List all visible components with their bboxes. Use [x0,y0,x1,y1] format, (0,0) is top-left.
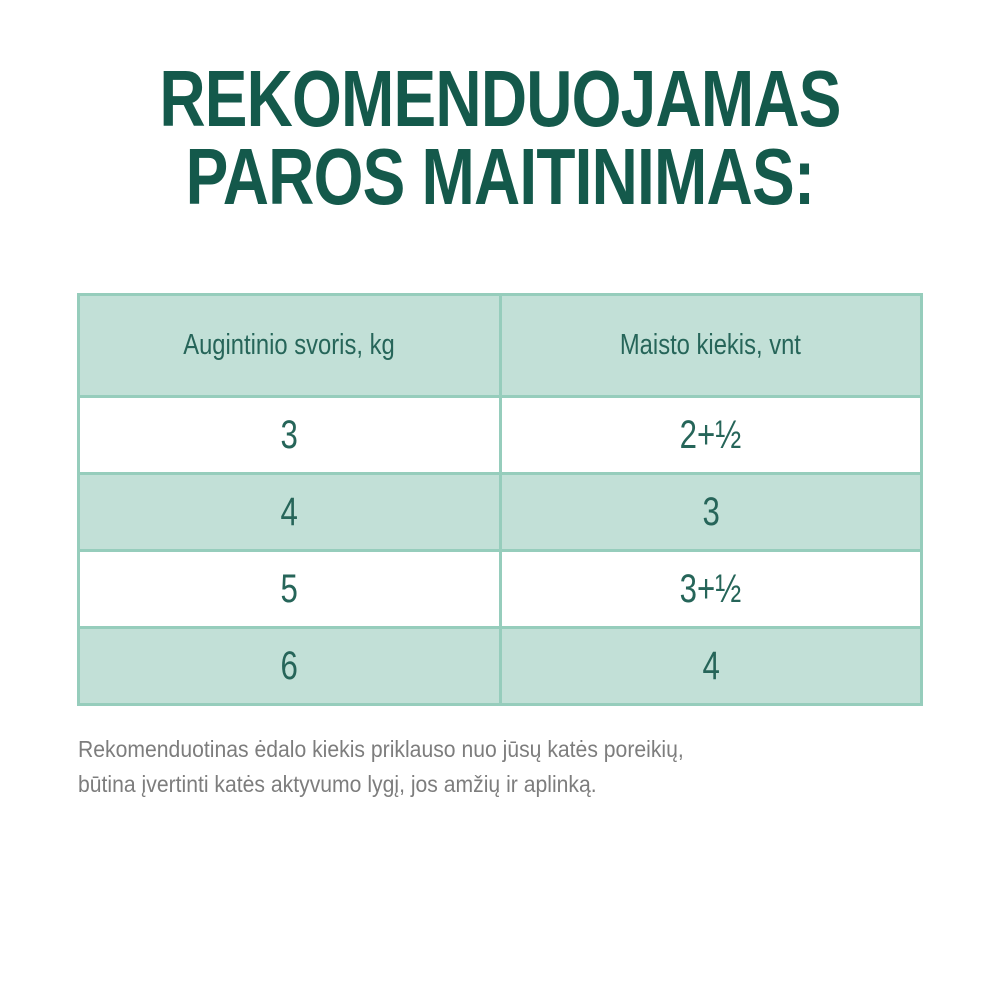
amount-cell [500,397,922,474]
weight-cell [79,628,501,705]
page-title [0,0,1000,221]
weight-cell [79,474,501,551]
amount-value: 3+½ [679,566,742,611]
weight-cell [79,551,501,628]
amount-cell [500,474,922,551]
footnote [78,732,1000,802]
weight-value: 4 [280,489,298,534]
amount-value: 3 [702,489,720,534]
weight-value: 6 [280,643,298,688]
column-header-food-amount-label: Maisto kiekis, vnt [620,329,802,361]
title-line-2: PAROS MAITINIMAS: [185,132,815,221]
table-row [79,628,922,705]
table-row [79,551,922,628]
weight-value: 5 [280,566,298,611]
amount-value: 4 [702,643,720,688]
column-header-pet-weight-label: Augintinio svoris, kg [183,329,395,361]
table-row [79,474,922,551]
column-header-food-amount [500,295,922,397]
footnote-line-1: Rekomenduotinas ėdalo kiekis priklauso nuo jūsų katės poreikių, [78,736,684,762]
column-header-pet-weight [79,295,501,397]
feeding-table [77,293,923,706]
weight-value: 3 [280,412,298,457]
footnote-line-2: būtina įvertinti katės aktyvumo lygį, jos amžių ir aplinką. [78,771,597,797]
table-header-row [79,295,922,397]
table-row [79,397,922,474]
title-line-1: REKOMENDUOJAMAS [159,54,841,143]
amount-cell [500,551,922,628]
amount-cell [500,628,922,705]
weight-cell [79,397,501,474]
amount-value: 2+½ [679,412,742,457]
